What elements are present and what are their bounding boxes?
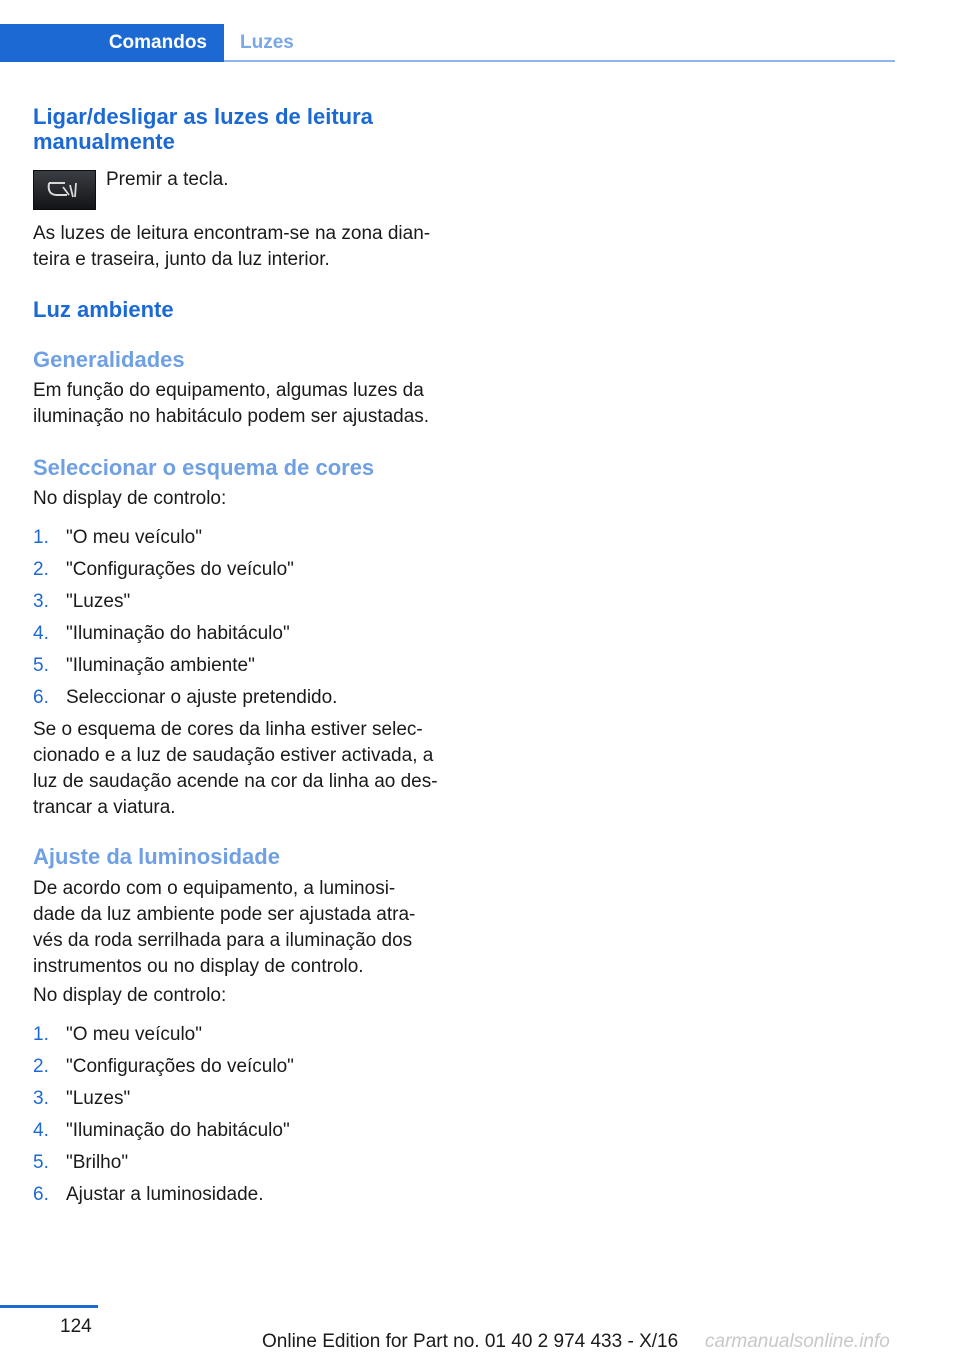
reading-lights-heading — [33, 104, 453, 154]
step-number: 4. — [33, 623, 49, 644]
step-number: 2. — [33, 1056, 49, 1077]
list-item — [33, 650, 453, 682]
step-text: "Brilho" — [66, 1152, 129, 1173]
step-text: "Iluminação do habitáculo" — [66, 1120, 290, 1141]
watermark: carmanualsonline.info — [705, 1331, 890, 1352]
brightness-intro: No display de controlo: — [33, 985, 227, 1006]
colors-title: Seleccionar o esquema de cores — [33, 455, 375, 480]
list-item — [33, 1083, 453, 1115]
tab-luzes[interactable]: Luzes — [240, 32, 294, 53]
brightness-line2: dade da luz ambiente pode ser ajustada atra- — [33, 904, 416, 925]
step-text: "O meu veículo" — [66, 1024, 202, 1045]
step-number: 3. — [33, 591, 49, 612]
step-number: 1. — [33, 527, 49, 548]
header-rule — [224, 60, 895, 62]
step-text: Ajustar a luminosidade. — [66, 1184, 264, 1205]
step-text: "O meu veículo" — [66, 527, 202, 548]
list-item — [33, 522, 453, 554]
general-paragraph — [33, 378, 453, 430]
colors-note-line1: Se o esquema de cores da linha estiver selec- — [33, 719, 423, 740]
edition-text: Online Edition for Part no. 01 40 2 974 433 - X/16 — [262, 1331, 679, 1352]
list-item — [33, 586, 453, 618]
step-number: 5. — [33, 655, 49, 676]
list-item — [33, 1019, 453, 1051]
reading-paragraph-line1: As luzes de leitura encontram-se na zona dian- — [33, 223, 431, 244]
colors-note-line3: luz de saudação acende na cor da linha ao des- — [33, 771, 438, 792]
step-number: 2. — [33, 559, 49, 580]
step-text: "Luzes" — [66, 1088, 131, 1109]
step-number: 6. — [33, 1184, 49, 1205]
reading-paragraph-line2: teira e traseira, junto da luz interior. — [33, 249, 330, 270]
general-line1: Em função do equipamento, algumas luzes da — [33, 380, 424, 401]
page-number: 124 — [60, 1316, 92, 1337]
step-text: "Iluminação ambiente" — [66, 655, 255, 676]
step-text: "Iluminação do habitáculo" — [66, 623, 290, 644]
step-number: 1. — [33, 1024, 49, 1045]
step-number: 6. — [33, 687, 49, 708]
list-item — [33, 1115, 453, 1147]
reading-paragraph — [33, 221, 453, 273]
colors-note-line2: cionado e a luz de saudação estiver activada, a — [33, 745, 434, 766]
step-text: "Configurações do veículo" — [66, 559, 294, 580]
reading-light-button-icon — [33, 170, 96, 210]
colors-note — [33, 717, 453, 821]
brightness-paragraph — [33, 876, 453, 980]
list-item — [33, 618, 453, 650]
brightness-line4: instrumentos ou no display de controlo. — [33, 956, 364, 977]
reading-instruction: Premir a tecla. — [106, 169, 229, 190]
list-item — [33, 1179, 453, 1211]
reading-lights-title-line2: manualmente — [33, 129, 175, 154]
step-text: "Luzes" — [66, 591, 131, 612]
footer-rule — [0, 1305, 98, 1308]
colors-note-line4: trancar a viatura. — [33, 797, 176, 818]
tab-comandos[interactable]: Comandos — [0, 24, 224, 62]
colors-steps-list — [33, 522, 453, 714]
list-item — [33, 1051, 453, 1083]
brightness-line3: vés da roda serrilhada para a iluminação dos — [33, 930, 413, 951]
brightness-steps-list — [33, 1019, 453, 1211]
brightness-title: Ajuste da luminosidade — [33, 844, 280, 869]
list-item — [33, 1147, 453, 1179]
step-number: 5. — [33, 1152, 49, 1173]
step-number: 3. — [33, 1088, 49, 1109]
list-item — [33, 682, 453, 714]
colors-intro: No display de controlo: — [33, 488, 227, 509]
brightness-line1: De acordo com o equipamento, a luminosi- — [33, 878, 396, 899]
general-line2: iluminação no habitáculo podem ser ajustadas. — [33, 406, 430, 427]
list-item — [33, 554, 453, 586]
reading-lights-title-line1: Ligar/desligar as luzes de leitura — [33, 104, 373, 129]
step-text: Seleccionar o ajuste pretendido. — [66, 687, 338, 708]
header-bar — [0, 24, 895, 62]
step-text: "Configurações do veículo" — [66, 1056, 294, 1077]
step-number: 4. — [33, 1120, 49, 1141]
general-title: Generalidades — [33, 347, 185, 372]
ambient-title: Luz ambiente — [33, 297, 174, 322]
